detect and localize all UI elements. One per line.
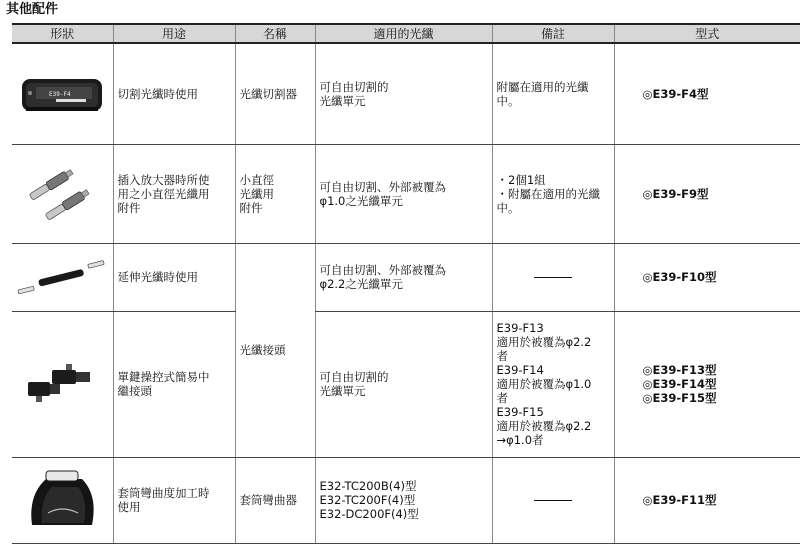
name-cell: 套筒彎曲器 (235, 457, 315, 543)
model-cell: ◎E39-F9型 (614, 144, 800, 243)
remarks-cell (492, 457, 614, 543)
header-remarks: 備註 (492, 24, 614, 43)
table-row (12, 144, 800, 243)
table-row (12, 243, 800, 311)
remarks-cell: E39-F13 適用於被覆為φ2.2 者 E39-F14 適用於被覆為φ1.0 者 E39-F15 適用於被覆為φ2.2 →φ1.0者 (492, 311, 614, 457)
usage-cell: 切割光纖時使用 (113, 43, 235, 144)
dash-line (534, 500, 572, 501)
table-header-row (12, 24, 800, 43)
header-name: 名稱 (235, 24, 315, 43)
one-touch-connector-image (22, 354, 102, 414)
model-cell: ◎E39-F13型 ◎E39-F14型 ◎E39-F15型 (614, 311, 800, 457)
accessory-table (12, 23, 800, 544)
sleeve-bender-image (20, 465, 104, 535)
merged-name: 光纖接頭 (239, 343, 286, 357)
fiber-cutter-image (16, 69, 108, 119)
dash-line (534, 277, 572, 278)
model-cell: ◎E39-F4型 (614, 43, 800, 144)
table-row (12, 457, 800, 543)
header-model: 型式 (614, 24, 800, 43)
usage-cell: 單鍵操控式簡易中 繼接頭 (113, 311, 235, 457)
remark-bullet: ・2個1組 (496, 172, 546, 187)
shape-cell (12, 144, 113, 243)
name-cell (235, 243, 315, 457)
fiber-cell: 可自由切割、外部被覆為 φ1.0之光纖單元 (315, 144, 492, 243)
name-cell: 光纖切割器 (235, 43, 315, 144)
shape-cell (12, 43, 113, 144)
shape-cell (12, 457, 113, 543)
fiber-cell: E32-TC200B(4)型 E32-TC200F(4)型 E32-DC200F(4)型 (315, 457, 492, 543)
remarks-cell (492, 144, 614, 243)
model-cell: ◎E39-F11型 (614, 457, 800, 543)
name-cell: 小直徑 光纖用 附件 (235, 144, 315, 243)
model-cell: ◎E39-F10型 (614, 243, 800, 311)
usage-cell: 延伸光纖時使用 (113, 243, 235, 311)
page-title: 其他配件 (6, 2, 59, 17)
header-fiber: 適用的光纖 (315, 24, 492, 43)
small-diameter-attachment-image (22, 164, 102, 224)
shape-cell (12, 311, 113, 457)
remarks-cell: 附屬在適用的光纖 中。 (492, 43, 614, 144)
remark-bullet: ・附屬在適用的光纖 中。 (496, 186, 600, 215)
fiber-cell: 可自由切割的 光纖單元 (315, 311, 492, 457)
fiber-extension-image (14, 255, 110, 299)
device-label: E39-F4 (49, 90, 71, 98)
table-row (12, 311, 800, 457)
header-shape: 形狀 (12, 24, 113, 43)
usage-cell: 插入放大器時所使 用之小直徑光纖用 附件 (113, 144, 235, 243)
fiber-cell: 可自由切割的 光纖單元 (315, 43, 492, 144)
remarks-cell (492, 243, 614, 311)
table-row (12, 43, 800, 144)
usage-cell: 套筒彎曲度加工時 使用 (113, 457, 235, 543)
fiber-cell: 可自由切割、外部被覆為 φ2.2之光纖單元 (315, 243, 492, 311)
shape-cell (12, 243, 113, 311)
header-usage: 用途 (113, 24, 235, 43)
